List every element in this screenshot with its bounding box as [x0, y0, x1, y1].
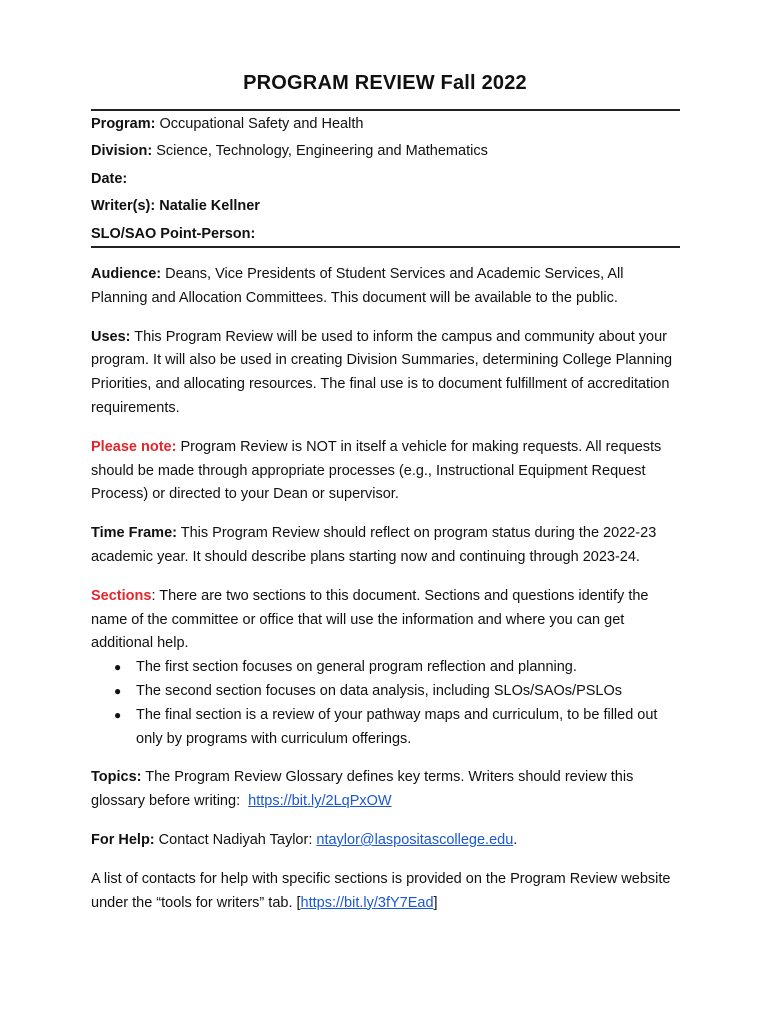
contacts-text: A list of contacts for help with specific sections is provided on the Program Review website under the “tools for writers” tab. [: [91, 870, 671, 911]
sections-label: Sections: [91, 587, 152, 604]
list-item-text: The second section focuses on data analysis, including SLOs/SAOs/PSLOs: [136, 682, 623, 699]
writers-value: Natalie Kellner: [159, 198, 260, 215]
writers-label: Writer(s):: [91, 198, 156, 215]
note-label: Please note:: [91, 438, 177, 455]
list-item: [114, 704, 680, 752]
contacts-after: ]: [433, 894, 438, 911]
uses-paragraph: [91, 326, 680, 421]
note-paragraph: [91, 436, 680, 507]
division-value: Science, Technology, Engineering and Mathematics: [156, 143, 488, 160]
audience-paragraph: [91, 263, 680, 311]
top-divider: [91, 109, 680, 111]
division-label: Division:: [91, 143, 153, 160]
timeframe-text: This Program Review should reflect on program status during the 2022-23 academic year. It should describe plans starting now and continuing through 2023-24.: [91, 525, 657, 565]
page-title: PROGRAM REVIEW Fall 2022: [243, 72, 527, 94]
sections-text: : There are two sections to this document. Sections and questions identify the name of the committee or office that will use the information and where you can get additional help.: [91, 587, 649, 652]
list-item-text: The final section is a review of your pathway maps and curriculum, to be filled out only by programs with curriculum offerings.: [136, 706, 658, 747]
sections-list: [91, 656, 680, 751]
bullet-icon: ●: [114, 707, 122, 722]
bottom-divider: [91, 246, 680, 248]
sections-paragraph: [91, 585, 680, 656]
division-row: [91, 140, 680, 167]
date-row: [91, 168, 680, 195]
tools-link[interactable]: https://bit.ly/3fY7Ead: [300, 894, 434, 911]
help-after: .: [513, 831, 518, 848]
glossary-link[interactable]: https://bit.ly/2LqPxOW: [248, 793, 392, 810]
program-row: [91, 113, 680, 140]
help-text: Contact Nadiyah Taylor:: [158, 831, 313, 848]
audience-label: Audience:: [91, 266, 162, 282]
bullet-icon: ●: [114, 683, 122, 698]
date-label: Date:: [91, 170, 128, 187]
topics-text: The Program Review Glossary defines key terms. Writers should review this glossary before writing:: [91, 769, 634, 810]
slo-label: SLO/SAO Point-Person:: [91, 225, 256, 242]
bullet-icon: ●: [114, 660, 122, 675]
email-link[interactable]: ntaylor@laspositascollege.edu: [316, 831, 514, 848]
timeframe-label: Time Frame:: [91, 525, 177, 542]
contacts-paragraph: [91, 868, 680, 916]
list-item: [114, 680, 680, 704]
topics-paragraph: [91, 766, 680, 814]
audience-text: Deans, Vice Presidents of Student Services and Academic Services, All Planning and Allocation Committees. This document will be available to the public.: [91, 266, 624, 306]
list-item-text: The first section focuses on general program reflection and planning.: [136, 659, 577, 676]
topics-label: Topics:: [91, 769, 142, 786]
header-fields: [91, 113, 680, 250]
help-label: For Help:: [91, 831, 155, 848]
list-item: [114, 656, 680, 680]
note-text: Program Review is NOT in itself a vehicle for making requests. All requests should be made through appropriate processes (e.g., Instructional Equipment Request Process) or directed to your Dean or supervisor.: [91, 438, 662, 503]
program-value: Occupational Safety and Health: [159, 116, 364, 132]
uses-label: Uses:: [91, 328, 131, 345]
program-label: Program:: [91, 116, 156, 132]
writers-row: [91, 195, 680, 222]
sections-block: [91, 585, 680, 752]
document-body: [91, 263, 680, 930]
help-paragraph: [91, 829, 680, 853]
uses-text: This Program Review will be used to inform the campus and community about your program. It will also be used in creating Division Summaries, determining College Planning Priorities, and allocating resources. The final use is to document fulfillment of accreditation requirements.: [91, 328, 673, 416]
timeframe-paragraph: [91, 522, 680, 570]
